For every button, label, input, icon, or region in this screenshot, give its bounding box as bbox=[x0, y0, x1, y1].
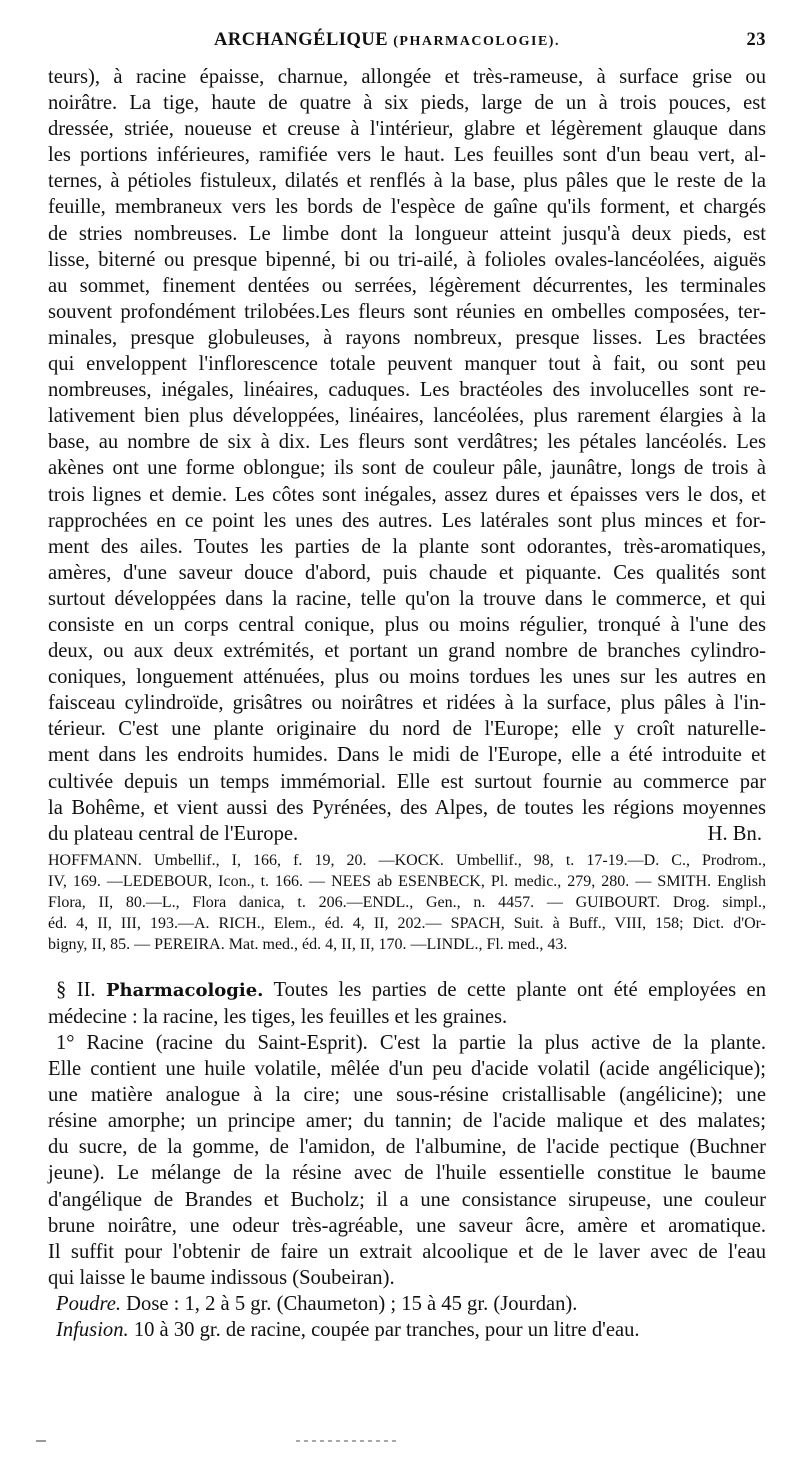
bibliography-line: éd. 4, II, III, 193.—A. RICH., Elem., éd. 4, II, 202.— SPACH, Suit. à Buff., VIII, 158; Dict. d'Or- bbox=[48, 914, 766, 932]
text-line: brune noirâtre, une odeur très-agréable, une saveur âcre, amère et aromatique. bbox=[48, 1214, 766, 1237]
text-line: noirâtre. La tige, haute de quatre à six pieds, large de un à trois pouces, est bbox=[48, 92, 766, 115]
running-title bbox=[48, 30, 726, 51]
text-line: souvent profondément trilobées.Les fleurs sont réunies en ombelles composées, ter- bbox=[48, 300, 766, 323]
text-line: amères, d'une saveur douce d'abord, puis chaude et piquante. Ces qualités sont bbox=[48, 561, 766, 584]
text-line: base, au nombre de six à dix. Les fleurs sont verdâtres; les pétales lancéolés. Les bbox=[48, 431, 766, 454]
text-line: rapprochées en ce point les unes des autres. Les latérales sont plus minces et for- bbox=[48, 509, 766, 532]
scan-artifact-dots bbox=[296, 1440, 400, 1442]
text-line: une matière analogue à la cire; une sous-résine cristallisable (angélicine); une bbox=[48, 1084, 766, 1107]
author-signature: H. Bn. bbox=[707, 822, 762, 845]
poudre-label: Poudre. bbox=[56, 1292, 122, 1315]
infusion-text: 10 à 30 gr. de racine, coupée par tranches, pour un litre d'eau. bbox=[133, 1319, 640, 1342]
text-line: jeune). Le mélange de la résine avec de l'huile essentielle constitue le baume bbox=[48, 1162, 766, 1185]
section-heading-line bbox=[48, 977, 766, 1004]
infusion-label: Infusion. bbox=[56, 1319, 129, 1342]
text-line: ment des ailes. Toutes les parties de la plante sont odorantes, très-aromatiques, bbox=[48, 535, 766, 558]
section-intro: Toutes les parties de cette plante ont été employées en bbox=[273, 978, 766, 1001]
text-line: lativement bien plus développées, linéaires, lancéolées, plus rarement élargies à la bbox=[48, 405, 766, 428]
text-line: teurs), à racine épaisse, charnue, allongée et très-rameuse, à surface grise ou bbox=[48, 66, 766, 88]
text-line: 1° Racine (racine du Saint-Esprit). C'est la partie la plus active de la plante. bbox=[56, 1032, 766, 1054]
text-line: térieur. C'est une plante originaire du nord de l'Europe; elle y croît naturelle- bbox=[48, 718, 766, 741]
text-line: cultivée depuis un temps immémorial. Elle est surtout fournie au commerce par bbox=[48, 770, 766, 793]
text-line: qui laisse le baume indissous (Soubeiran). bbox=[48, 1266, 395, 1289]
text-line: consiste en un corps central conique, plus ou moins régulier, tronqué à l'une des bbox=[48, 613, 766, 636]
poudre-text: Dose : 1, 2 à 5 gr. (Chaumeton) ; 15 à 45 gr. (Jourdan). bbox=[126, 1292, 578, 1315]
running-title-main: ARCHANGÉLIQUE bbox=[214, 30, 389, 50]
text-line: nombreuses, inégales, linéaires, caduques. Les bractéoles des involucelles sont re- bbox=[48, 379, 766, 402]
text-line: coniques, longuement atténuées, plus ou moins tordues les unes sur les autres en bbox=[48, 666, 766, 689]
text-line: ment dans les endroits humides. Dans le midi de l'Europe, elle a été introduite et bbox=[48, 744, 766, 767]
bibliography bbox=[48, 850, 766, 955]
text-line: trois lignes et demie. Les côtes sont inégales, assez dures et épaisses vers le dos, et bbox=[48, 483, 766, 506]
bibliography-line: Flora, II, 80.—L., Flora danica, t. 206.—ENDL., Gen., n. 4457. — GUIBOURT. Drog. simpl., bbox=[48, 893, 766, 911]
text-line: minales, presque globuleuses, à rayons nombreux, presque lisses. Les bractées bbox=[48, 326, 766, 349]
text-line: d'angélique de Brandes et Bucholz; il a une consistance sirupeuse, une couleur bbox=[48, 1188, 766, 1211]
infusion-line bbox=[48, 1317, 766, 1343]
bibliography-line: bigny, II, 85. — PEREIRA. Mat. med., éd. 4, II, II, 170. —LINDL., Fl. med., 43. bbox=[48, 935, 568, 953]
text-line: Il suffit pour l'obtenir de faire un extrait alcoolique et de le laver avec de l'eau bbox=[48, 1240, 766, 1263]
text-line: feuille, membraneux vers les bords de l'espèce de gaîne qu'ils forment, et chargés bbox=[48, 196, 766, 219]
page-number: 23 bbox=[746, 30, 766, 50]
section-mark: § II. bbox=[56, 978, 96, 1001]
scan-artifact-dash bbox=[36, 1440, 46, 1442]
text-line: Elle contient une huile volatile, mêlée d'un peu d'acide volatil (acide angélicique); bbox=[48, 1058, 766, 1081]
text-line: akènes ont une forme oblongue; ils sont de couleur pâle, jaunâtre, longs de trois à bbox=[48, 457, 766, 480]
text-line: ternes, à pétioles fistuleux, dilatés et renflés à la base, plus pâles que le reste de la bbox=[48, 170, 766, 193]
description-closing bbox=[48, 821, 766, 847]
text-line: deux, ou aux deux extrémités, et portant un grand nombre de branches cylindro- bbox=[48, 640, 766, 663]
text-line: résine amorphe; un principe amer; du tannin; de l'acide malique et des malates; bbox=[48, 1110, 766, 1133]
text-line: qui enveloppent l'inflorescence totale peuvent manquer tout à fait, ou sont peu bbox=[48, 353, 766, 376]
text-line: faisceau cylindroïde, grisâtres ou noirâtres et ridées à la surface, plus pâles à l'in- bbox=[48, 692, 766, 715]
text-line: de stries nombreuses. Le limbe dont la longueur atteint jusqu'à deux pieds, est bbox=[48, 222, 766, 245]
description-paragraph bbox=[48, 64, 766, 821]
poudre-line bbox=[48, 1291, 766, 1317]
bibliography-line: IV, 169. —LEDEBOUR, Icon., t. 166. — NEES ab ESENBECK, Pl. medic., 279, 280. — SMITH. English bbox=[48, 872, 766, 890]
text-line: lisse, biterné ou presque bipenné, bi ou tri-ailé, à folioles ovales-lancéolées, aiguës bbox=[48, 248, 766, 271]
pharmacology-section bbox=[48, 977, 766, 1343]
running-header bbox=[48, 30, 766, 64]
text-line: au sommet, finement dentées ou serrées, légèrement décurrentes, les terminales bbox=[48, 274, 766, 297]
text-line: du sucre, de la gomme, de l'amidon, de l'albumine, de l'acide pectique (Buchner bbox=[48, 1136, 766, 1159]
text-line: dressée, striée, noueuse et creuse à l'intérieur, glabre et légèrement glauque dans bbox=[48, 118, 766, 141]
bibliography-line: HOFFMANN. Umbellif., I, 166, f. 19, 20. —KOCK. Umbellif., 98, t. 17-19.—D. C., Prodrom., bbox=[48, 851, 766, 869]
running-title-sub: (PHARMACOLOGIE). bbox=[393, 34, 560, 49]
text-line: les portions inférieures, ramifiée vers le haut. Les feuilles sont d'un beau vert, al- bbox=[48, 144, 766, 167]
text-line: la Bohême, et vient aussi des Pyrénées, des Alpes, de toutes les régions moyennes bbox=[48, 796, 766, 819]
text-line: du plateau central de l'Europe. bbox=[48, 822, 299, 845]
section-title: Pharmacologie. bbox=[106, 979, 264, 1001]
text-line: médecine : la racine, les tiges, les feuilles et les graines. bbox=[48, 1005, 508, 1028]
text-line: surtout développées dans la racine, telle qu'on la trouve dans le commerce, et qui bbox=[48, 587, 766, 610]
